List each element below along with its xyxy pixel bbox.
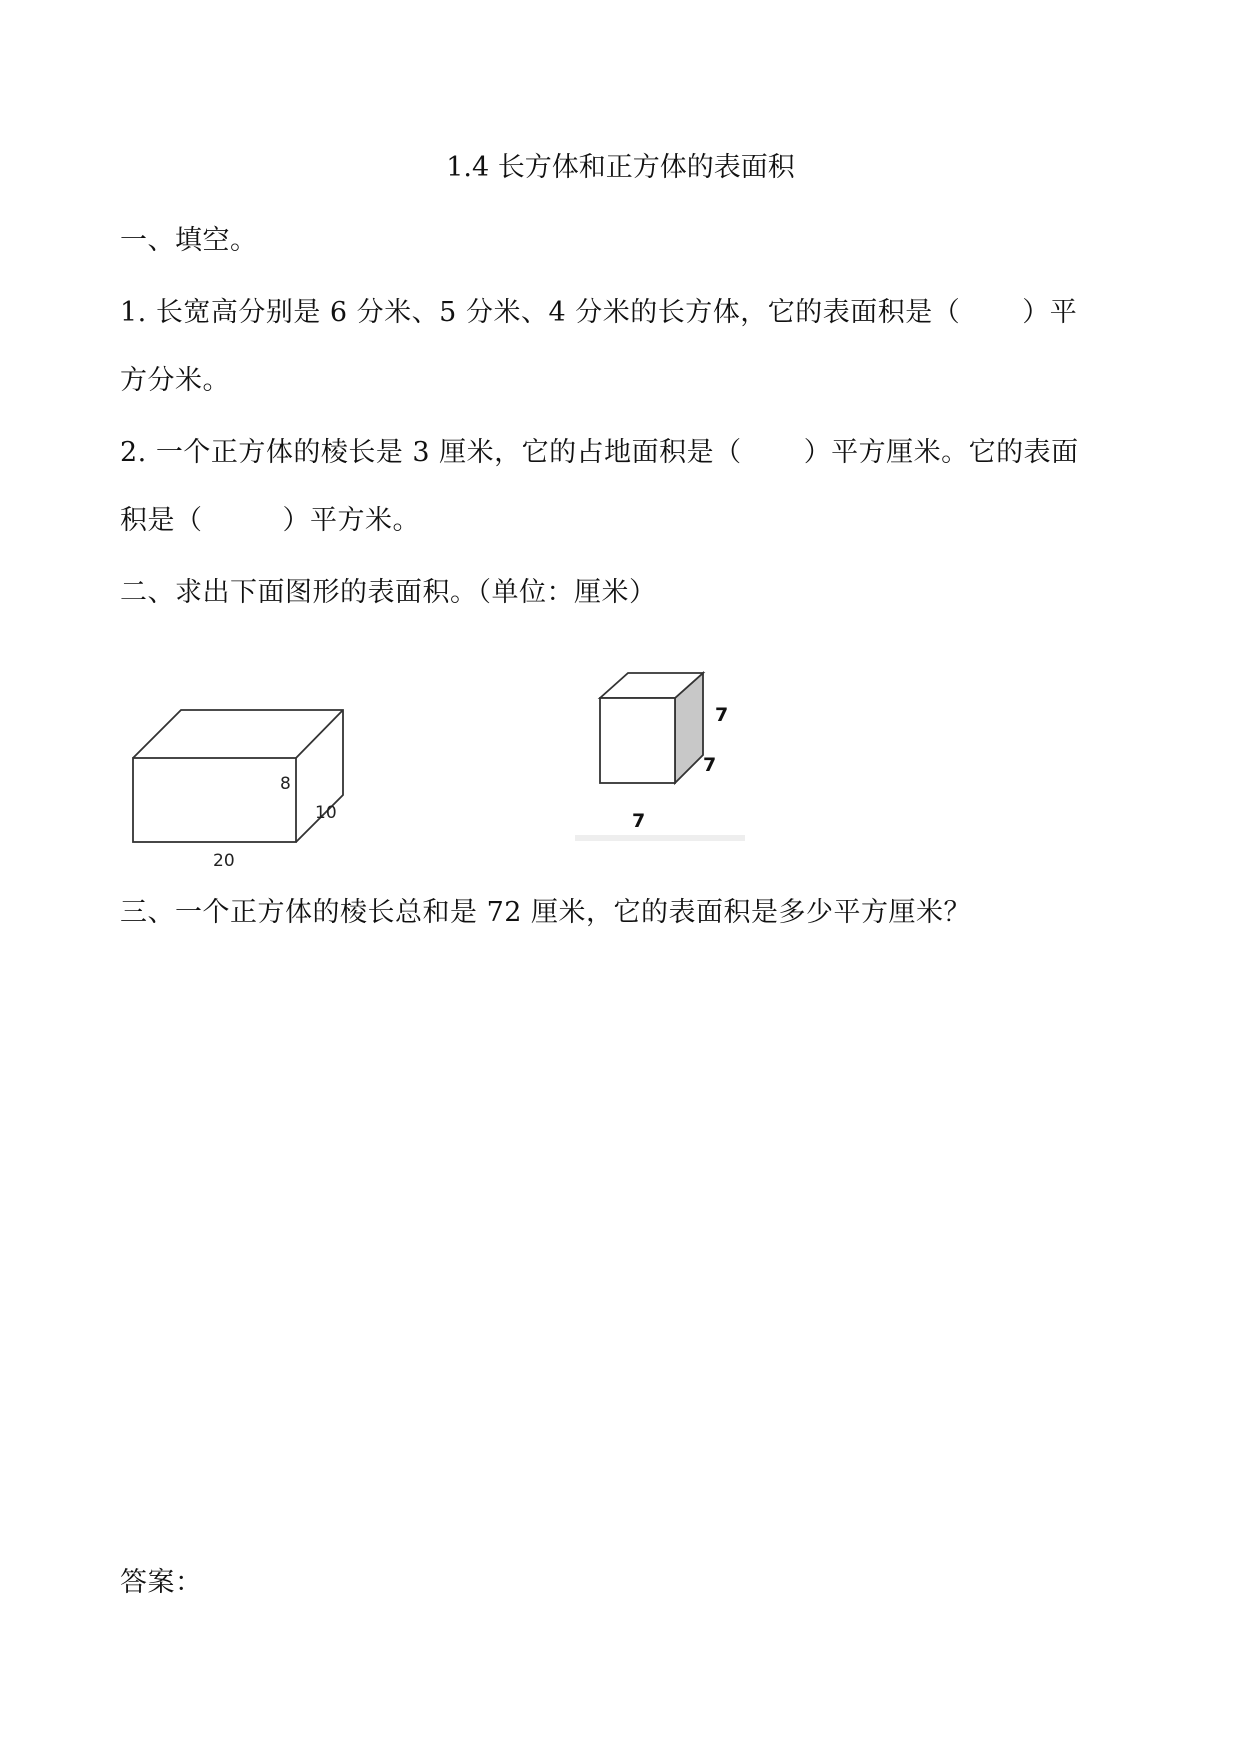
question-2-text-mid: ）平方厘米。它的表面 (803, 437, 1079, 468)
cuboid-front-right-top-edge (296, 710, 343, 758)
question-1-line-2: 方分米。 (120, 365, 230, 396)
question-2-text-3: 积是（ (120, 505, 203, 536)
cube-baseline-bar (575, 835, 745, 841)
question-1-line-1 (120, 290, 1077, 329)
section-2-heading: 二、求出下面图形的表面积。（单位：厘米） (120, 577, 657, 608)
section-1-heading: 一、填空。 (120, 225, 258, 256)
cuboid-front-face (133, 758, 296, 842)
question-2-line-2 (120, 498, 420, 537)
cube-edge-label-bottom: 7 (632, 810, 646, 832)
section-3-heading: 三、一个正方体的棱长总和是 72 厘米，它的表面积是多少平方厘米？ (120, 897, 972, 928)
question-2-line-1 (120, 430, 1079, 469)
question-2-text: 2. 一个正方体的棱长是 3 厘米，它的占地面积是（ (120, 437, 742, 468)
cube-edge-label-depth: 7 (703, 754, 717, 776)
cuboid-top-right-edges (133, 710, 343, 842)
cuboid-figure (125, 700, 355, 871)
answer-label: 答案： (120, 1567, 203, 1598)
cube-edge-label-right: 7 (715, 704, 729, 726)
cuboid-width-label: 10 (315, 803, 337, 823)
question-1-text-end: ）平 (1022, 297, 1078, 328)
cube-front-face (600, 698, 675, 783)
cube-figure (575, 665, 755, 845)
cuboid-height-label: 8 (280, 774, 291, 794)
cuboid-length-label: 20 (213, 851, 235, 871)
page-title: 1.4 长方体和正方体的表面积 (446, 152, 795, 183)
question-2-text-end: ）平方米。 (282, 505, 420, 536)
question-1-text: 1. 长宽高分别是 6 分米、5 分米、4 分米的长方体，它的表面积是（ (120, 297, 961, 328)
